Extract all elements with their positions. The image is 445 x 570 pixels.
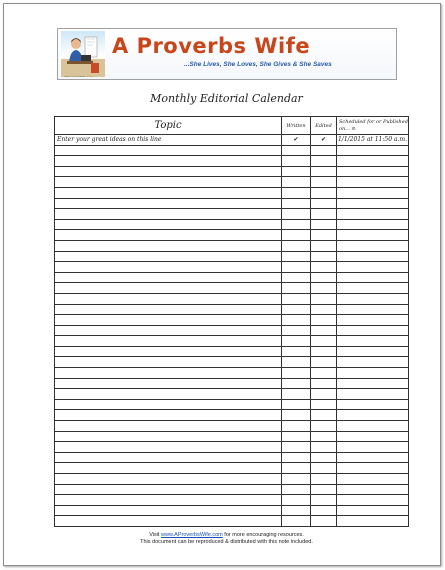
topic-cell[interactable]	[55, 166, 282, 177]
written-cell[interactable]	[282, 399, 311, 410]
edited-cell[interactable]	[311, 431, 337, 442]
header-topic: Topic	[55, 117, 282, 135]
topic-cell[interactable]	[55, 505, 282, 516]
scheduled-cell[interactable]	[337, 187, 409, 198]
topic-cell[interactable]	[55, 346, 282, 357]
scheduled-cell[interactable]	[337, 230, 409, 241]
scheduled-cell[interactable]	[337, 293, 409, 304]
topic-cell[interactable]	[55, 304, 282, 315]
scheduled-cell[interactable]	[337, 495, 409, 506]
scheduled-cell[interactable]	[337, 442, 409, 453]
header-scheduled	[337, 117, 409, 135]
written-cell[interactable]	[282, 505, 311, 516]
table-row	[55, 463, 409, 474]
table-row	[55, 156, 409, 167]
edited-cell[interactable]	[311, 198, 337, 209]
topic-cell[interactable]	[55, 368, 282, 379]
table-row	[55, 442, 409, 453]
topic-cell[interactable]	[55, 177, 282, 188]
topic-cell[interactable]	[55, 145, 282, 156]
footer-line-2: This document can be reproduced & distributed with this note included.	[140, 539, 313, 545]
logo-site-text: AProverbsWife.com	[64, 75, 94, 77]
table-row	[55, 410, 409, 421]
scheduled-cell[interactable]	[337, 177, 409, 188]
edited-cell[interactable]	[311, 251, 337, 262]
edited-cell[interactable]	[311, 272, 337, 283]
edited-cell[interactable]	[311, 421, 337, 432]
table-row	[55, 272, 409, 283]
topic-cell[interactable]	[55, 187, 282, 198]
table-row	[55, 198, 409, 209]
footer-note	[4, 532, 445, 546]
written-cell[interactable]	[282, 325, 311, 336]
edited-cell[interactable]: ✔	[311, 135, 337, 146]
written-cell[interactable]	[282, 410, 311, 421]
written-cell[interactable]	[282, 346, 311, 357]
topic-cell[interactable]	[55, 389, 282, 400]
table-row	[55, 177, 409, 188]
edited-cell[interactable]	[311, 230, 337, 241]
topic-cell[interactable]	[55, 315, 282, 326]
edited-cell[interactable]	[311, 399, 337, 410]
edited-cell[interactable]	[311, 145, 337, 156]
header-edited: Edited	[311, 117, 337, 135]
written-cell[interactable]	[282, 431, 311, 442]
table-row	[55, 187, 409, 198]
scheduled-cell[interactable]	[337, 378, 409, 389]
scheduled-cell[interactable]	[337, 410, 409, 421]
topic-cell[interactable]	[55, 293, 282, 304]
table-row	[55, 505, 409, 516]
footer-line-1	[4, 532, 445, 539]
topic-cell[interactable]	[55, 421, 282, 432]
scheduled-cell[interactable]	[337, 389, 409, 400]
edited-cell[interactable]	[311, 262, 337, 273]
header-scheduled-label: Scheduled for or Published on...	[339, 118, 408, 132]
scheduled-cell[interactable]	[337, 463, 409, 474]
table-row	[55, 135, 409, 146]
written-cell[interactable]	[282, 304, 311, 315]
footer-website-link[interactable]: www.AProverbsWife.com	[161, 532, 223, 538]
edited-cell[interactable]	[311, 240, 337, 251]
edited-cell[interactable]	[311, 209, 337, 220]
edited-cell[interactable]	[311, 452, 337, 463]
topic-cell[interactable]	[55, 262, 282, 273]
edited-cell[interactable]	[311, 187, 337, 198]
woman-at-desk-icon	[61, 31, 105, 77]
scheduled-cell[interactable]	[337, 240, 409, 251]
topic-cell[interactable]	[55, 378, 282, 389]
table-row	[55, 262, 409, 273]
scheduled-cell[interactable]	[337, 368, 409, 379]
written-cell[interactable]	[282, 251, 311, 262]
brand-tagline: ...She Lives, She Loves, She Gives & She Saves	[184, 61, 332, 68]
table-row	[55, 283, 409, 294]
scheduled-cell[interactable]	[337, 262, 409, 273]
table-row	[55, 357, 409, 368]
scheduled-cell[interactable]	[337, 505, 409, 516]
table-row	[55, 230, 409, 241]
table-row	[55, 293, 409, 304]
edited-cell[interactable]	[311, 283, 337, 294]
written-cell[interactable]	[282, 240, 311, 251]
table-row	[55, 421, 409, 432]
table-row	[55, 325, 409, 336]
header-banner	[57, 28, 397, 80]
topic-cell[interactable]	[55, 251, 282, 262]
topic-cell[interactable]	[55, 219, 282, 230]
table-row	[55, 484, 409, 495]
edited-cell[interactable]	[311, 463, 337, 474]
page-title: Monthly Editorial Calendar	[150, 92, 303, 105]
topic-cell[interactable]	[55, 240, 282, 251]
scheduled-cell[interactable]	[337, 346, 409, 357]
scheduled-cell[interactable]	[337, 452, 409, 463]
written-cell[interactable]	[282, 484, 311, 495]
edited-cell[interactable]	[311, 505, 337, 516]
clock-icon: ⊙	[351, 125, 356, 132]
topic-cell[interactable]	[55, 209, 282, 220]
edited-cell[interactable]	[311, 516, 337, 527]
scheduled-cell[interactable]	[337, 325, 409, 336]
scheduled-cell[interactable]	[337, 156, 409, 167]
table-row	[55, 431, 409, 442]
written-cell[interactable]	[282, 156, 311, 167]
table-body	[55, 135, 409, 527]
written-cell[interactable]	[282, 389, 311, 400]
topic-cell[interactable]	[55, 325, 282, 336]
table-row	[55, 166, 409, 177]
edited-cell[interactable]	[311, 156, 337, 167]
topic-cell[interactable]	[55, 230, 282, 241]
scheduled-cell[interactable]	[337, 251, 409, 262]
written-cell[interactable]	[282, 315, 311, 326]
table-row	[55, 336, 409, 347]
scheduled-cell[interactable]	[337, 304, 409, 315]
edited-cell[interactable]	[311, 219, 337, 230]
written-cell[interactable]	[282, 283, 311, 294]
topic-cell[interactable]	[55, 357, 282, 368]
table-row	[55, 145, 409, 156]
table-row	[55, 378, 409, 389]
written-cell[interactable]	[282, 452, 311, 463]
table-row	[55, 399, 409, 410]
topic-cell[interactable]	[55, 336, 282, 347]
edited-cell[interactable]	[311, 389, 337, 400]
topic-cell[interactable]	[55, 463, 282, 474]
written-cell[interactable]	[282, 219, 311, 230]
written-cell[interactable]	[282, 421, 311, 432]
scheduled-cell[interactable]	[337, 474, 409, 485]
written-cell[interactable]	[282, 336, 311, 347]
written-cell[interactable]	[282, 187, 311, 198]
topic-cell[interactable]	[55, 283, 282, 294]
topic-cell[interactable]: Enter your great ideas on this line	[55, 135, 282, 146]
topic-cell[interactable]	[55, 495, 282, 506]
table-row	[55, 474, 409, 485]
topic-cell[interactable]	[55, 156, 282, 167]
table-row	[55, 209, 409, 220]
scheduled-cell[interactable]	[337, 166, 409, 177]
edited-cell[interactable]	[311, 293, 337, 304]
written-cell[interactable]	[282, 230, 311, 241]
scheduled-cell[interactable]: 1/1/2015 at 11:50 a.m.	[337, 136, 408, 144]
table-row	[55, 315, 409, 326]
edited-cell[interactable]	[311, 410, 337, 421]
brand-title: A Proverbs Wife	[112, 34, 311, 58]
table-row	[55, 389, 409, 400]
footer-visit-text: Visit	[149, 532, 162, 538]
written-cell[interactable]	[282, 293, 311, 304]
written-cell[interactable]	[282, 442, 311, 453]
edited-cell[interactable]	[311, 315, 337, 326]
written-cell[interactable]: ✔	[282, 135, 311, 146]
scheduled-cell[interactable]	[337, 336, 409, 347]
written-cell[interactable]	[282, 368, 311, 379]
table-row	[55, 495, 409, 506]
scheduled-cell[interactable]	[337, 283, 409, 294]
scheduled-cell[interactable]	[337, 357, 409, 368]
table-header-row	[55, 117, 409, 135]
edited-cell[interactable]	[311, 484, 337, 495]
written-cell[interactable]	[282, 516, 311, 527]
table-row	[55, 304, 409, 315]
edited-cell[interactable]	[311, 166, 337, 177]
edited-cell[interactable]	[311, 368, 337, 379]
topic-cell[interactable]	[55, 431, 282, 442]
written-cell[interactable]	[282, 166, 311, 177]
footer-resources-text: for more encouraging resources.	[222, 532, 304, 538]
scheduled-cell[interactable]	[337, 431, 409, 442]
table-row	[55, 452, 409, 463]
written-cell[interactable]	[282, 145, 311, 156]
scheduled-cell[interactable]	[337, 198, 409, 209]
table-row	[55, 240, 409, 251]
topic-cell[interactable]	[55, 484, 282, 495]
edited-cell[interactable]	[311, 325, 337, 336]
written-cell[interactable]	[282, 357, 311, 368]
topic-cell[interactable]	[55, 474, 282, 485]
scheduled-cell[interactable]	[337, 315, 409, 326]
written-cell[interactable]	[282, 177, 311, 188]
scheduled-cell[interactable]	[337, 145, 409, 156]
scheduled-cell[interactable]	[337, 516, 409, 527]
table-row	[55, 346, 409, 357]
edited-cell[interactable]	[311, 346, 337, 357]
edited-cell[interactable]	[311, 474, 337, 485]
written-cell[interactable]	[282, 474, 311, 485]
topic-cell[interactable]	[55, 410, 282, 421]
topic-cell[interactable]	[55, 272, 282, 283]
scheduled-cell[interactable]	[337, 421, 409, 432]
topic-cell[interactable]	[55, 452, 282, 463]
edited-cell[interactable]	[311, 304, 337, 315]
scheduled-cell[interactable]	[337, 272, 409, 283]
edited-cell[interactable]	[311, 177, 337, 188]
table-row	[55, 251, 409, 262]
edited-cell[interactable]	[311, 336, 337, 347]
edited-cell[interactable]	[311, 442, 337, 453]
topic-cell[interactable]	[55, 198, 282, 209]
scheduled-cell[interactable]	[337, 219, 409, 230]
written-cell[interactable]	[282, 209, 311, 220]
topic-cell[interactable]	[55, 442, 282, 453]
scheduled-cell[interactable]	[337, 209, 409, 220]
logo-illustration	[61, 31, 105, 77]
topic-cell[interactable]	[55, 399, 282, 410]
table-row	[55, 219, 409, 230]
written-cell[interactable]	[282, 272, 311, 283]
edited-cell[interactable]	[311, 357, 337, 368]
table-row	[55, 368, 409, 379]
scheduled-cell[interactable]	[337, 484, 409, 495]
written-cell[interactable]	[282, 262, 311, 273]
written-cell[interactable]	[282, 495, 311, 506]
table-row	[55, 516, 409, 527]
edited-cell[interactable]	[311, 378, 337, 389]
written-cell[interactable]	[282, 378, 311, 389]
written-cell[interactable]	[282, 463, 311, 474]
scheduled-cell[interactable]	[337, 399, 409, 410]
edited-cell[interactable]	[311, 495, 337, 506]
page-frame	[3, 3, 441, 566]
topic-cell[interactable]	[55, 516, 282, 527]
written-cell[interactable]	[282, 198, 311, 209]
header-written: Written	[282, 117, 311, 135]
editorial-calendar-table	[54, 116, 409, 527]
